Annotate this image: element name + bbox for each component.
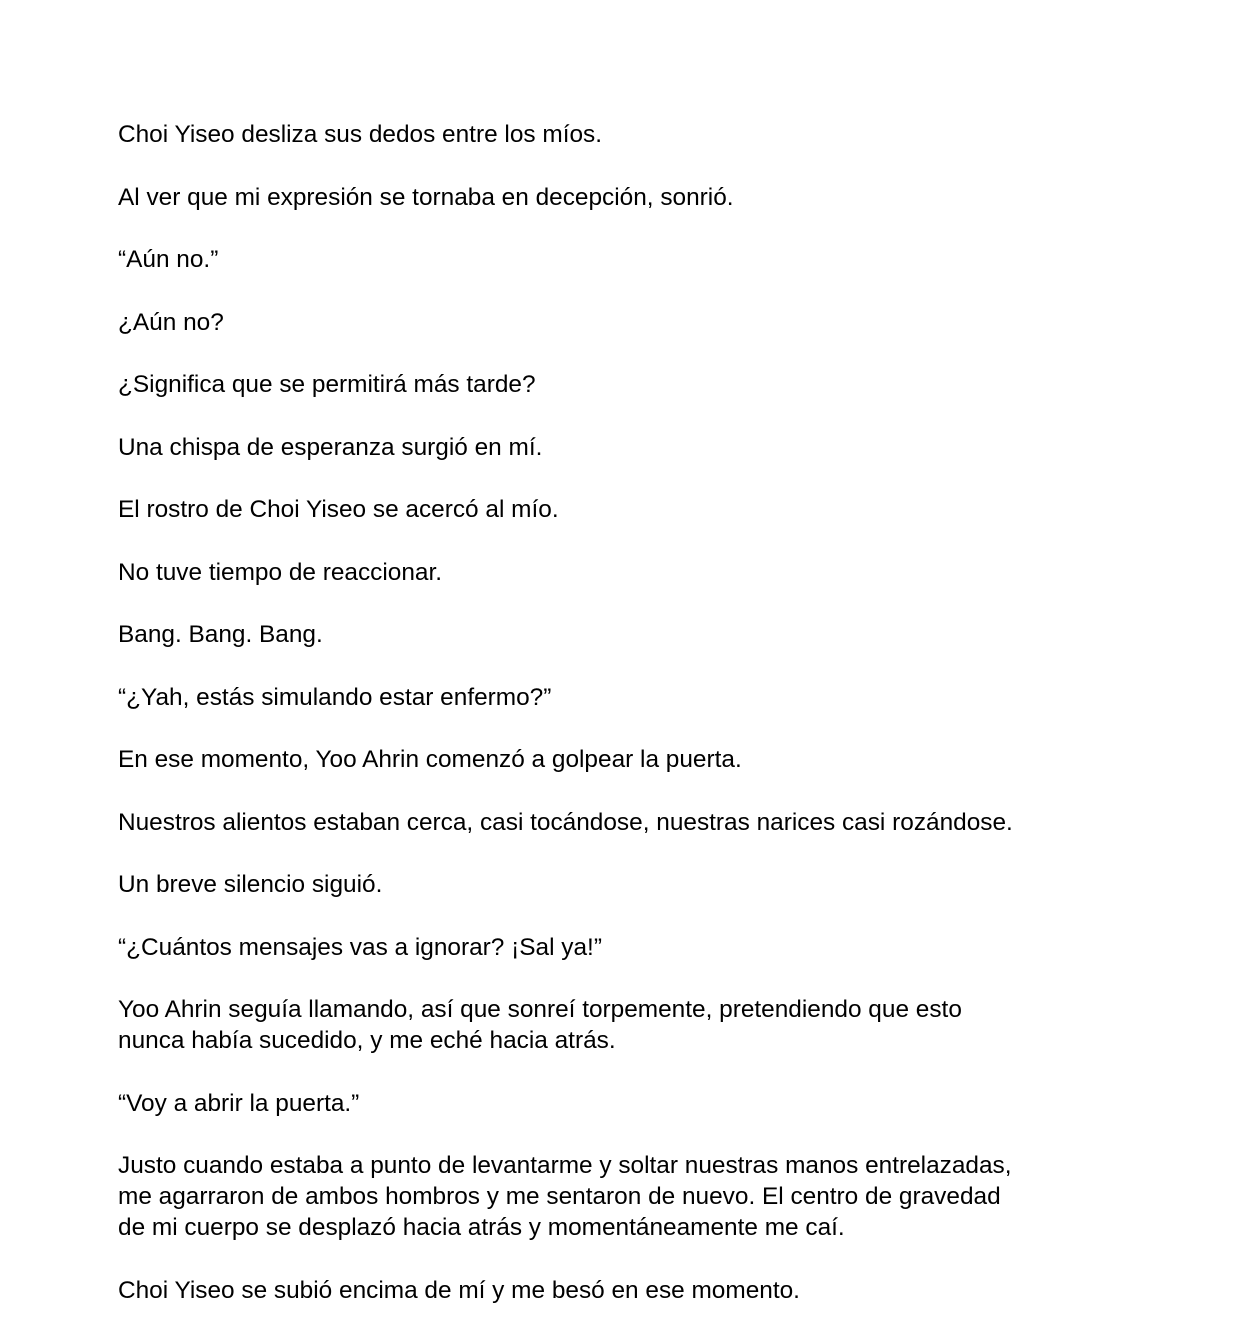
- paragraph-10: “¿Yah, estás simulando estar enfermo?”: [118, 683, 552, 711]
- paragraph-17: Justo cuando estaba a punto de levantarme y soltar nuestras manos entrelazadas, me agarraron de ambos hombros y me sentaron de nuevo. El centro de gravedad de mi cuerpo se desplazó hacia atrás y momentáneamente me caí.: [118, 1152, 1012, 1241]
- paragraph-5: ¿Significa que se permitirá más tarde?: [118, 371, 536, 398]
- paragraph-9: Bang. Bang. Bang.: [118, 621, 323, 648]
- paragraph-18: Choi Yiseo se subió encima de mí y me besó en ese momento.: [118, 1276, 800, 1304]
- paragraph-11: En ese momento, Yoo Ahrin comenzó a golpear la puerta.: [118, 746, 742, 773]
- paragraph-2: Al ver que mi expresión se tornaba en decepción, sonrió.: [118, 183, 734, 211]
- paragraph-3: “Aún no.”: [118, 246, 219, 273]
- paragraph-1: Choi Yiseo desliza sus dedos entre los míos.: [118, 121, 603, 148]
- document-page: [118, 119, 1123, 1337]
- paragraph-16: “Voy a abrir la puerta.”: [118, 1089, 360, 1117]
- paragraph-12: Nuestros alientos estaban cerca, casi tocándose, nuestras narices casi rozándose.: [118, 808, 1013, 836]
- paragraph-7: El rostro de Choi Yiseo se acercó al mío.: [118, 496, 559, 523]
- paragraph-14: “¿Cuántos mensajes vas a ignorar? ¡Sal ya!”: [118, 933, 602, 961]
- paragraph-13: Un breve silencio siguió.: [118, 871, 383, 898]
- paragraph-8: No tuve tiempo de reaccionar.: [118, 558, 443, 586]
- paragraph-6: Una chispa de esperanza surgió en mí.: [118, 433, 543, 461]
- paragraph-4: ¿Aún no?: [118, 308, 224, 336]
- paragraph-15: Yoo Ahrin seguía llamando, así que sonreí torpemente, pretendiendo que esto nunca había sucedido, y me eché hacia atrás.: [118, 996, 962, 1054]
